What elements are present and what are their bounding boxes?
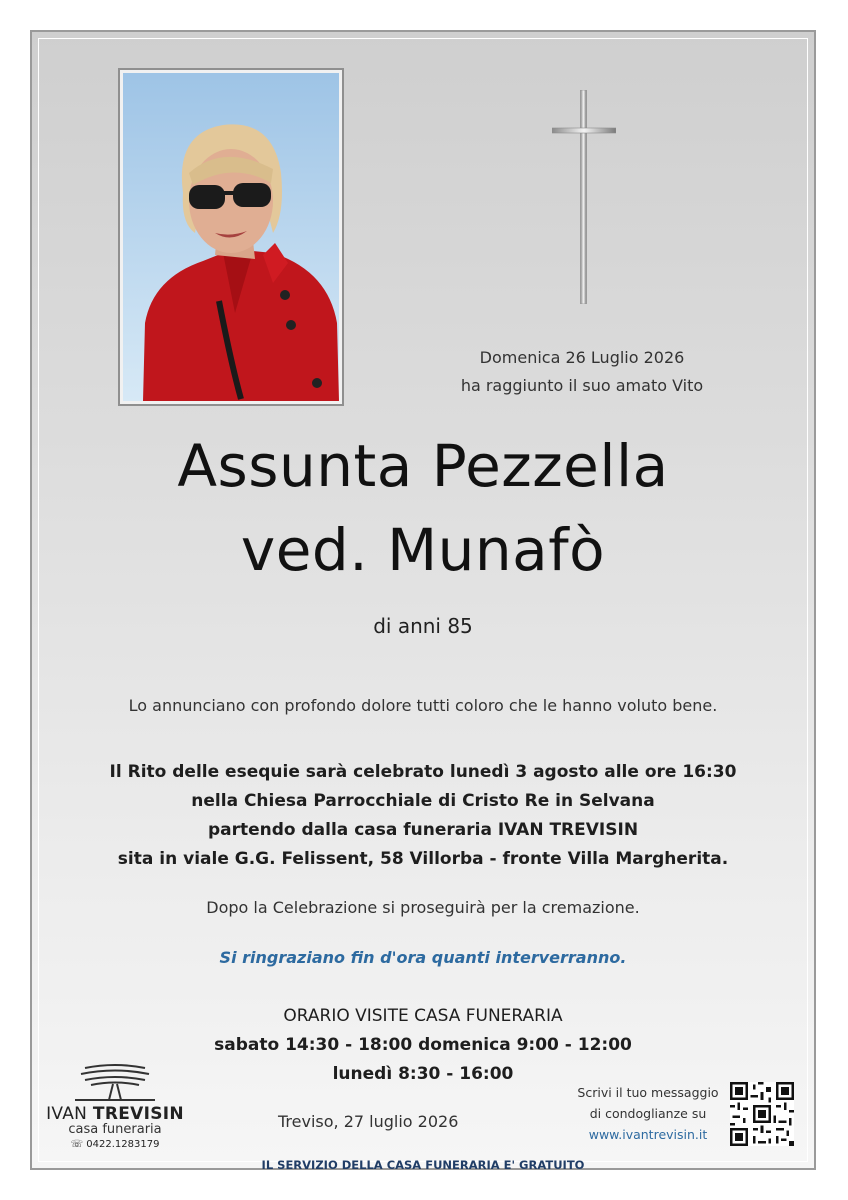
funeral-home-last-name: TREVISIN: [92, 1104, 184, 1124]
qr-code-icon[interactable]: [730, 1082, 794, 1146]
condolences-line: Scrivi il tuo messaggio: [577, 1085, 719, 1100]
website-link[interactable]: www.ivantrevisin.it: [588, 1127, 708, 1142]
funeral-home-phone: 0422.1283179: [86, 1139, 160, 1150]
visiting-hours-line: lunedì 8:30 - 16:00: [332, 1064, 514, 1084]
deceased-married-name: ved. Munafò: [240, 516, 606, 584]
ceremony-line: sita in viale G.G. Felissent, 58 Villorba - fronte Villa Margherita.: [117, 849, 729, 869]
funeral-home-subtitle: casa funeraria: [68, 1122, 162, 1137]
ceremony-line: nella Chiesa Parrocchiale di Cristo Re in Selvana: [191, 791, 655, 811]
ceremony-details: [32, 758, 814, 874]
portrait-image: [123, 73, 339, 401]
after-ceremony-text: Dopo la Celebrazione si proseguirà per la cremazione.: [206, 898, 640, 917]
condolences-box: [572, 1082, 724, 1145]
portrait-photo: [118, 68, 344, 406]
death-message: ha raggiunto il suo amato Vito: [460, 376, 704, 395]
death-date: Domenica 26 Luglio 2026: [479, 348, 685, 367]
obituary-card: [30, 30, 816, 1170]
deceased-name-block: [32, 424, 814, 592]
visiting-hours-line: sabato 14:30 - 18:00 domenica 9:00 - 12:00: [214, 1035, 632, 1055]
death-notice: [432, 344, 732, 400]
funeral-home-phone-row: [40, 1139, 190, 1150]
place-date: Treviso, 27 luglio 2026: [278, 1112, 459, 1131]
funeral-home-name: [40, 1104, 190, 1124]
ceremony-line: partendo dalla casa funeraria IVAN TREVISIN: [207, 820, 639, 840]
christian-cross-icon: [552, 90, 616, 304]
announcement-text: Lo annunciano con profondo dolore tutti coloro che le hanno voluto bene.: [128, 696, 718, 715]
deceased-name: Assunta Pezzella: [177, 432, 669, 500]
deceased-age: di anni 85: [373, 614, 473, 638]
ceremony-line: Il Rito delle esequie sarà celebrato lunedì 3 agosto alle ore 16:30: [109, 762, 737, 782]
funeral-home-first-name: IVAN: [46, 1104, 88, 1124]
visiting-hours-title: ORARIO VISITE CASA FUNERARIA: [283, 1006, 563, 1026]
tree-logo-icon: [75, 1062, 155, 1102]
condolences-line: di condoglianze su: [589, 1106, 707, 1121]
funeral-home-logo: [40, 1062, 190, 1150]
footer-notice: IL SERVIZIO DELLA CASA FUNERARIA E' GRATUITO: [261, 1158, 585, 1172]
phone-icon: ☏: [70, 1139, 84, 1150]
thanks-text: Si ringraziano fin d'ora quanti interverranno.: [219, 948, 627, 967]
